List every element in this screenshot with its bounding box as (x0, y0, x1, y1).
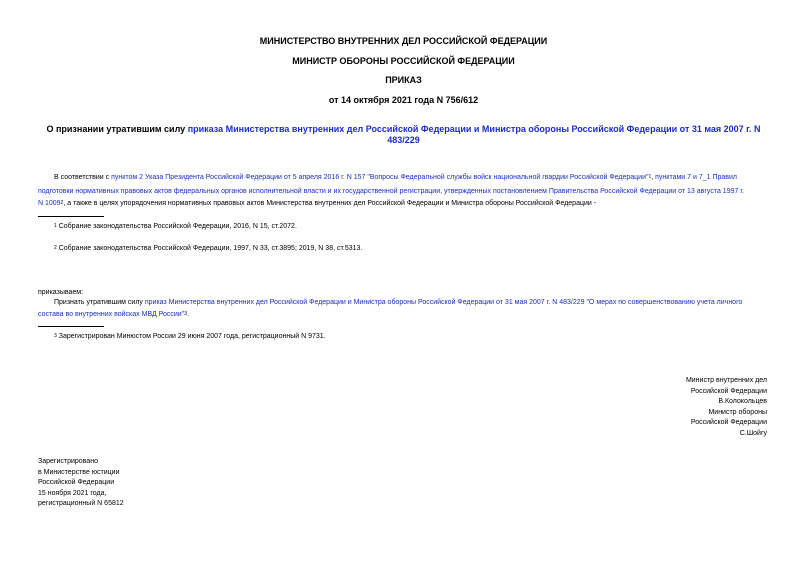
order-text: Признать утратившим силу (54, 299, 145, 306)
footnote-2-mark: 2 (54, 245, 57, 251)
footnote-2 (54, 243, 362, 254)
order-line-1 (54, 297, 742, 308)
signatures-block (686, 376, 767, 439)
signature-line: С.Шойгу (739, 429, 767, 437)
registration-block (38, 457, 124, 510)
footnote-3 (54, 331, 326, 342)
decree-link[interactable]: пунктом 2 Указа Президента Российской Федерации от 5 апреля 2016 г. N 157 "Вопросы Федеральной службы войск национальной гвардии Российской Федерации" (111, 174, 649, 181)
footnote-1-text: Собрание законодательства Российской Федерации, 2016, N 15, ст.2072. (56, 223, 297, 230)
footnote-ref-2[interactable]: 2 (60, 200, 64, 206)
footnote-2-text: Собрание законодательства Российской Федерации, 1997, N 33, ст.3895; 2019, N 38, ст.5313. (56, 245, 363, 252)
footnote-3-text: Зарегистрирован Минюстом России 29 июня 2007 года, регистрационный N 9731. (56, 333, 326, 340)
signature-line: Министр внутренних дел (685, 377, 767, 384)
footnote-ref-1[interactable]: 1 (648, 174, 652, 180)
signature-line: Российской Федерации (690, 419, 767, 426)
document-type: ПРИКАЗ (385, 75, 422, 85)
registration-line: Зарегистрировано (38, 458, 98, 465)
ministry-heading-1: МИНИСТЕРСТВО ВНУТРЕННИХ ДЕЛ РОССИЙСКОЙ ФЕДЕРАЦИИ (259, 36, 548, 46)
footnote-1 (54, 221, 297, 232)
footnote-separator (38, 216, 104, 217)
footnote-3-mark: 3 (54, 333, 57, 339)
title-link-number[interactable]: 483/229 (387, 135, 420, 145)
intro-line-1 (54, 172, 737, 183)
registration-line: 15 ноября 2021 года, (38, 489, 107, 497)
registration-line: в Министерстве юстиции (38, 468, 120, 476)
order-link-cont[interactable]: состава во внутренних войсках МВД России" (38, 311, 185, 318)
footnote-separator-2 (38, 326, 104, 327)
rules-link[interactable]: пунктами 7 и 7_1 Правил (655, 174, 737, 181)
order-word: приказываем: (38, 289, 84, 296)
intro-separator: , (651, 174, 656, 181)
signature-line: Российской Федерации (690, 387, 767, 395)
order-line-2 (38, 309, 189, 320)
footnote-1-mark: 1 (54, 223, 57, 229)
signature-line: Министр обороны (708, 408, 767, 416)
intro-line-2 (38, 186, 744, 197)
order-link[interactable]: приказ Министерства внутренних дел Российской Федерации и Министра обороны Российской Федерации от 31 мая 2007 г. N 483/229 "О мерах по совершенствованию учета личного (144, 299, 743, 306)
footnote-ref-3[interactable]: 3 (184, 311, 187, 317)
document-title (0, 124, 807, 146)
ministry-heading-2: МИНИСТР ОБОРОНЫ РОССИЙСКОЙ ФЕДЕРАЦИИ (292, 56, 515, 66)
intro-line-3 (38, 198, 596, 209)
signature-line: В.Колокольцев (718, 398, 767, 405)
intro-text: В соответствии с (54, 174, 112, 181)
registration-line: регистрационный N 65812 (38, 500, 124, 507)
rules-link-number[interactable]: N 1009 (38, 200, 61, 207)
title-link[interactable]: приказа Министерства внутренних дел Российской Федерации и Министра обороны Российской Федерации от 31 мая 2007 г. N (187, 124, 761, 134)
title-prefix: О признании утратившим силу (46, 124, 188, 134)
registration-line: Российской Федерации (38, 479, 115, 486)
order-period: . (186, 311, 189, 318)
document-date-number: от 14 октября 2021 года N 756/612 (328, 95, 479, 105)
intro-tail: , а также в целях упорядочения нормативных правовых актов Министерства внутренних дел Российской Федерации и Министра обороны Российской Федерации - (63, 200, 597, 207)
rules-link-cont[interactable]: подготовки нормативных правовых актов федеральных органов исполнительной власти и их государственной регистрации, утвержденных постановлением Правительства Российской Федерации от 13 августа 1997 г. (38, 188, 744, 195)
